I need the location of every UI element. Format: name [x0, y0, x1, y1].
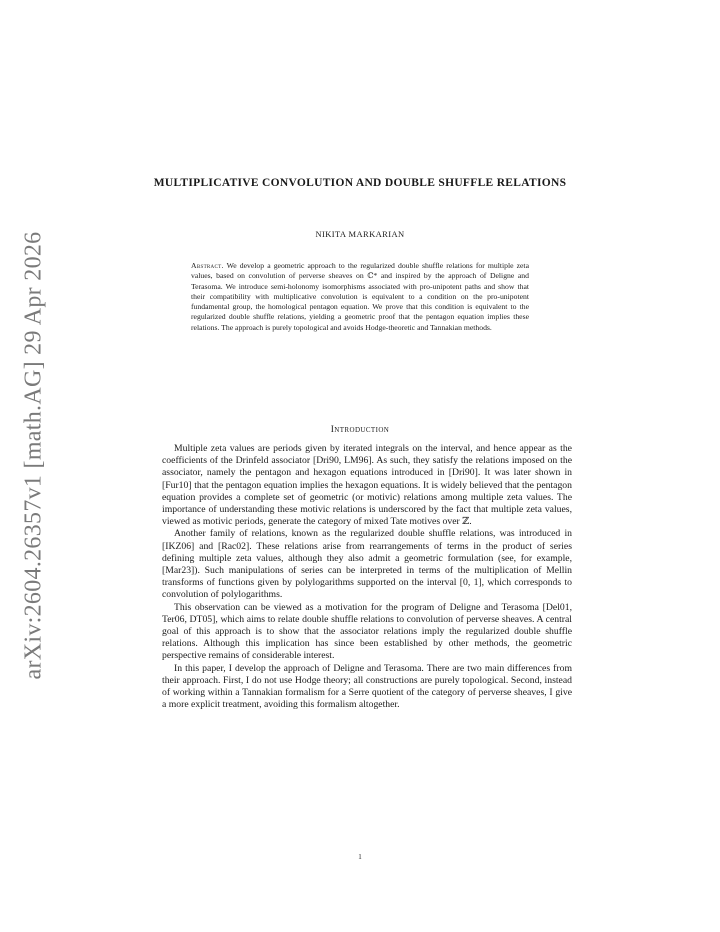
abstract-block [191, 261, 529, 333]
paragraph: In this paper, I develop the approach of Deligne and Terasoma. There are two main differences from their approach. First, I do not use Hodge theory; all constructions are purely topological. Second, instead of working within a Tannakian formalism for a Serre quotient of the category of perverse sheaves, I give a more explicit treatment, avoiding this formalism altogether. [162, 662, 572, 711]
abstract-text: We develop a geometric approach to the regularized double shuffle relations for multiple zeta values, based on convolution of perverse sheaves on ℂ* and inspired by the approach of Deligne and Terasoma. We introduce semi-holonomy isomorphisms associated with pro-unipotent paths and show that their compatibility with multiplicative convolution is equivalent to a condition on the pro-unipotent fundamental group, the homological pentagon equation. We prove that this condition is equivalent to the regularized double shuffle relations, yielding a geometric proof that the pentagon equation implies these relations. The approach is purely topological and avoids Hodge-theoretic and Tannakian methods. [191, 261, 529, 332]
paragraph: This observation can be viewed as a motivation for the program of Deligne and Terasoma [Del01, Ter06, DT05], which aims to relate double shuffle relations to convolution of perverse sheaves. A central goal of this approach is to show that the associator relations imply the regularized double shuffle relations. Although this implication has since been established by other methods, the geometric perspective remains of considerable interest. [162, 601, 572, 662]
paper-title: MULTIPLICATIVE CONVOLUTION AND DOUBLE SHUFFLE RELATIONS [153, 177, 567, 189]
abstract-label: Abstract. [191, 261, 224, 270]
paragraph: Multiple zeta values are periods given by iterated integrals on the interval, and hence appear as the coefficients of the Drinfeld associator [Dri90, LM96]. As such, they satisfy the relations imposed on the associator, namely the pentagon and hexagon equations introduced in [Dri90]. It was later shown in [Fur10] that the pentagon equation implies the hexagon equations. It is widely believed that the pentagon equation provides a complete set of geometric (or motivic) relations among multiple zeta values. The importance of understanding these motivic relations is underscored by the fact that multiple zeta values, viewed as motivic periods, generate the category of mixed Tate motives over ℤ. [162, 443, 572, 528]
page-number: 1 [358, 853, 362, 861]
paper-author: NIKITA MARKARIAN [315, 229, 405, 239]
arxiv-identifier-stamp [14, 231, 54, 679]
paragraph: Another family of relations, known as the regularized double shuffle relations, was introduced in [IKZ06] and [Rac02]. These relations arise from rearrangements of terms in the product of series defining multiple zeta values, although they also admit a geometric formulation (see, for example, [Mar23]). Such manipulations of series can be interpreted in terms of the multiplication of Mellin transforms of functions given by polylogarithms supported on the interval [0, 1], which corresponds to convolution of polylogarithms. [162, 528, 572, 601]
introduction-body [162, 443, 572, 711]
section-heading-introduction: Introduction [330, 425, 390, 435]
arxiv-identifier-text: arXiv:2604.26357v1 [math.AG] 29 Apr 2026 [20, 231, 47, 679]
